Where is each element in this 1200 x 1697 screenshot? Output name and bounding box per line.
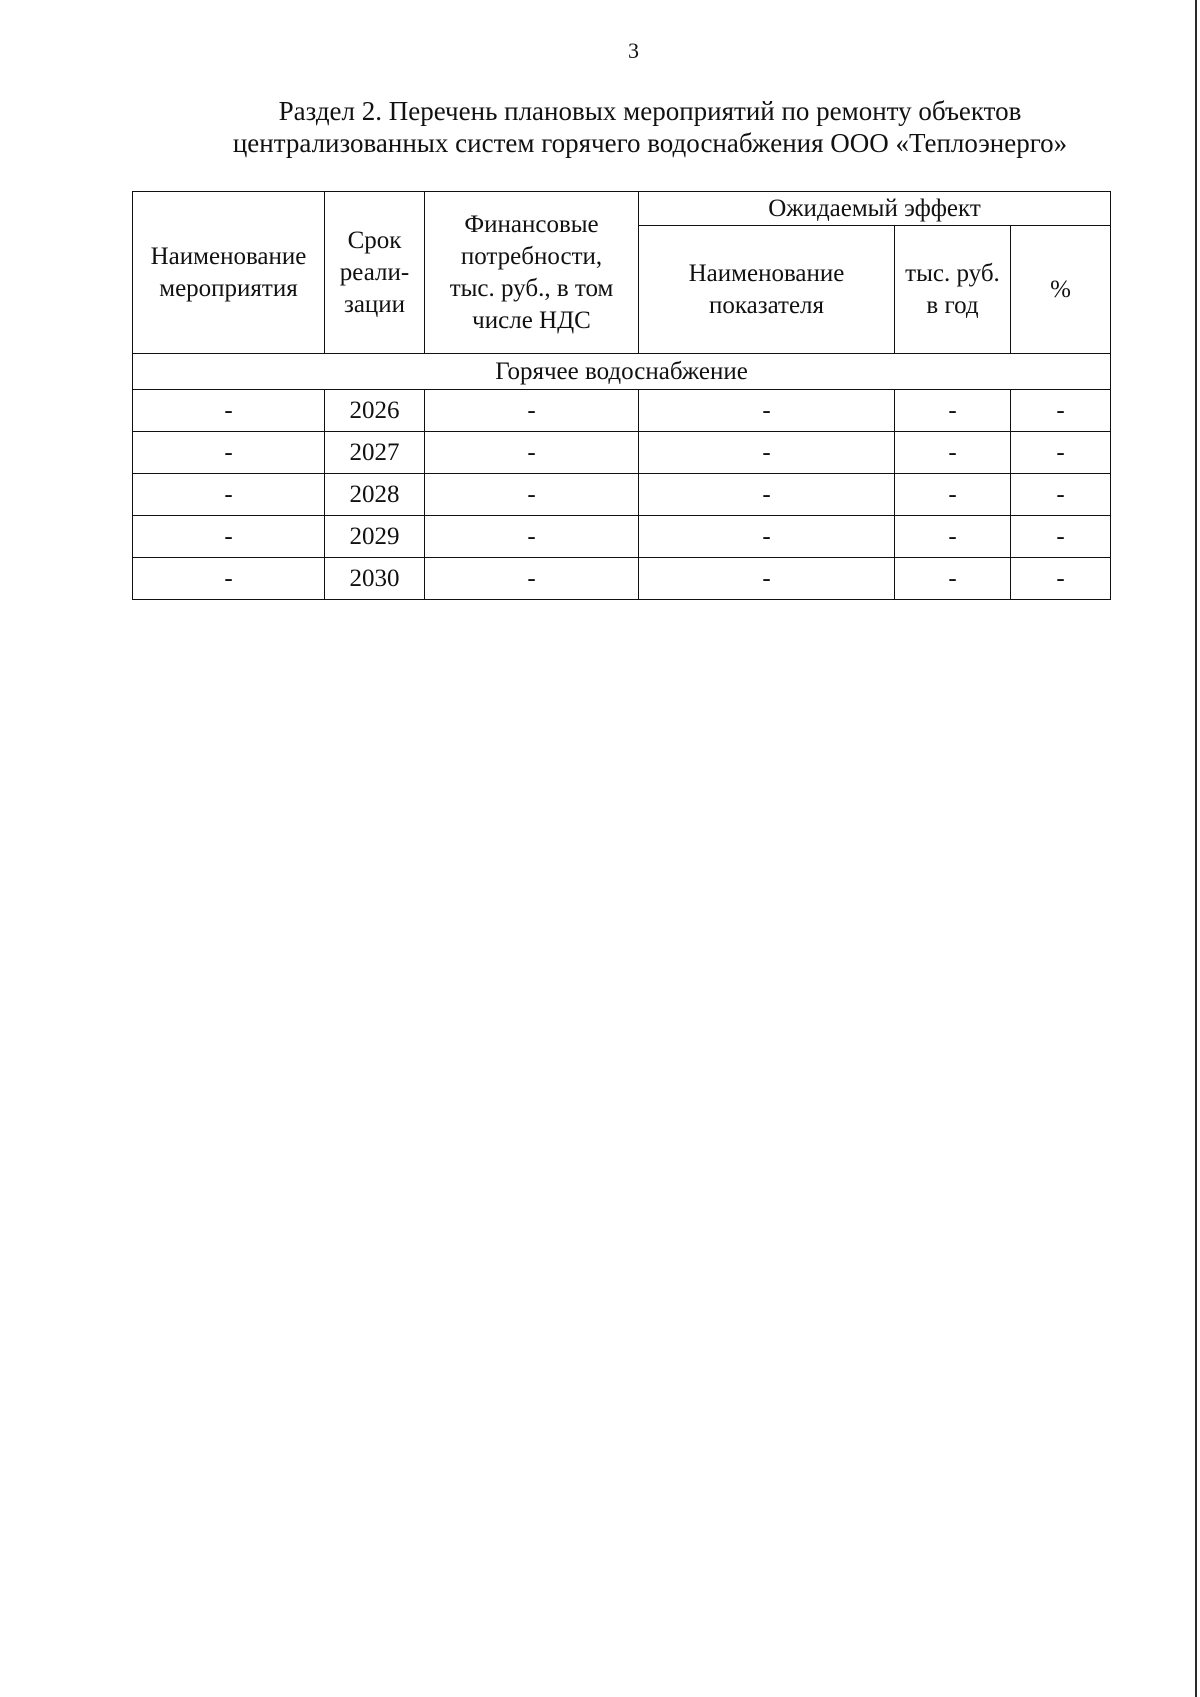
cell-event-name: -	[133, 432, 325, 474]
section-title	[150, 95, 1150, 159]
header-finance-line-4: числе НДС	[472, 306, 591, 334]
cell-percent: -	[1011, 558, 1111, 600]
cell-percent: -	[1011, 474, 1111, 516]
table-row	[133, 474, 1111, 516]
header-term-line-2: реали-	[339, 258, 410, 286]
cell-finance: -	[425, 558, 639, 600]
cell-event-name: -	[133, 390, 325, 432]
table-row	[133, 558, 1111, 600]
cell-finance: -	[425, 474, 639, 516]
cell-event-name: -	[133, 558, 325, 600]
cell-percent: -	[1011, 390, 1111, 432]
cell-indicator: -	[639, 558, 895, 600]
cell-rub-per-year: -	[895, 432, 1011, 474]
cell-year: 2030	[325, 558, 425, 600]
header-row-1	[133, 192, 1111, 226]
table-row	[133, 390, 1111, 432]
cell-rub-per-year: -	[895, 516, 1011, 558]
cell-indicator: -	[639, 432, 895, 474]
header-percent: %	[1011, 226, 1111, 354]
header-indicator-line-1: Наименование	[688, 259, 845, 287]
cell-rub-per-year: -	[895, 474, 1011, 516]
header-indicator-line-2: показателя	[708, 291, 825, 319]
cell-indicator: -	[639, 474, 895, 516]
group-label-hot-water: Горячее водоснабжение	[133, 354, 1111, 390]
header-indicator-name	[639, 226, 895, 354]
header-event-name	[133, 192, 325, 354]
cell-finance: -	[425, 516, 639, 558]
table-row	[133, 516, 1111, 558]
cell-year: 2028	[325, 474, 425, 516]
repair-plan-table	[132, 191, 1111, 600]
header-finance-line-3: тыс. руб., в том	[449, 274, 614, 302]
cell-indicator: -	[639, 390, 895, 432]
cell-percent: -	[1011, 432, 1111, 474]
header-event-name-line-1: Наименование	[150, 242, 307, 270]
cell-year: 2026	[325, 390, 425, 432]
cell-year: 2027	[325, 432, 425, 474]
header-expected-effect: Ожидаемый эффект	[639, 192, 1111, 226]
header-event-name-line-2: мероприятия	[159, 274, 298, 302]
table-row	[133, 432, 1111, 474]
cell-percent: -	[1011, 516, 1111, 558]
header-term	[325, 192, 425, 354]
cell-indicator: -	[639, 516, 895, 558]
page-edge-line	[1195, 0, 1197, 1697]
header-finance	[425, 192, 639, 354]
group-row	[133, 354, 1111, 390]
header-finance-line-1: Финансовые	[464, 210, 599, 238]
section-title-line-2: централизованных систем горячего водоснабжения ООО «Теплоэнерго»	[232, 128, 1068, 158]
cell-year: 2029	[325, 516, 425, 558]
header-finance-line-2: потребности,	[460, 242, 603, 270]
header-term-line-1: Срок	[347, 226, 402, 254]
page-number: 3	[628, 38, 639, 63]
cell-event-name: -	[133, 474, 325, 516]
cell-finance: -	[425, 390, 639, 432]
cell-event-name: -	[133, 516, 325, 558]
cell-rub-per-year: -	[895, 390, 1011, 432]
cell-rub-per-year: -	[895, 558, 1011, 600]
header-rub-line-2: в год	[926, 291, 979, 319]
cell-finance: -	[425, 432, 639, 474]
header-rub-per-year	[895, 226, 1011, 354]
header-rub-line-1: тыс. руб.	[905, 259, 1000, 287]
header-term-line-3: зации	[343, 290, 406, 318]
section-title-line-1: Раздел 2. Перечень плановых мероприятий по ремонту объектов	[278, 96, 1022, 126]
